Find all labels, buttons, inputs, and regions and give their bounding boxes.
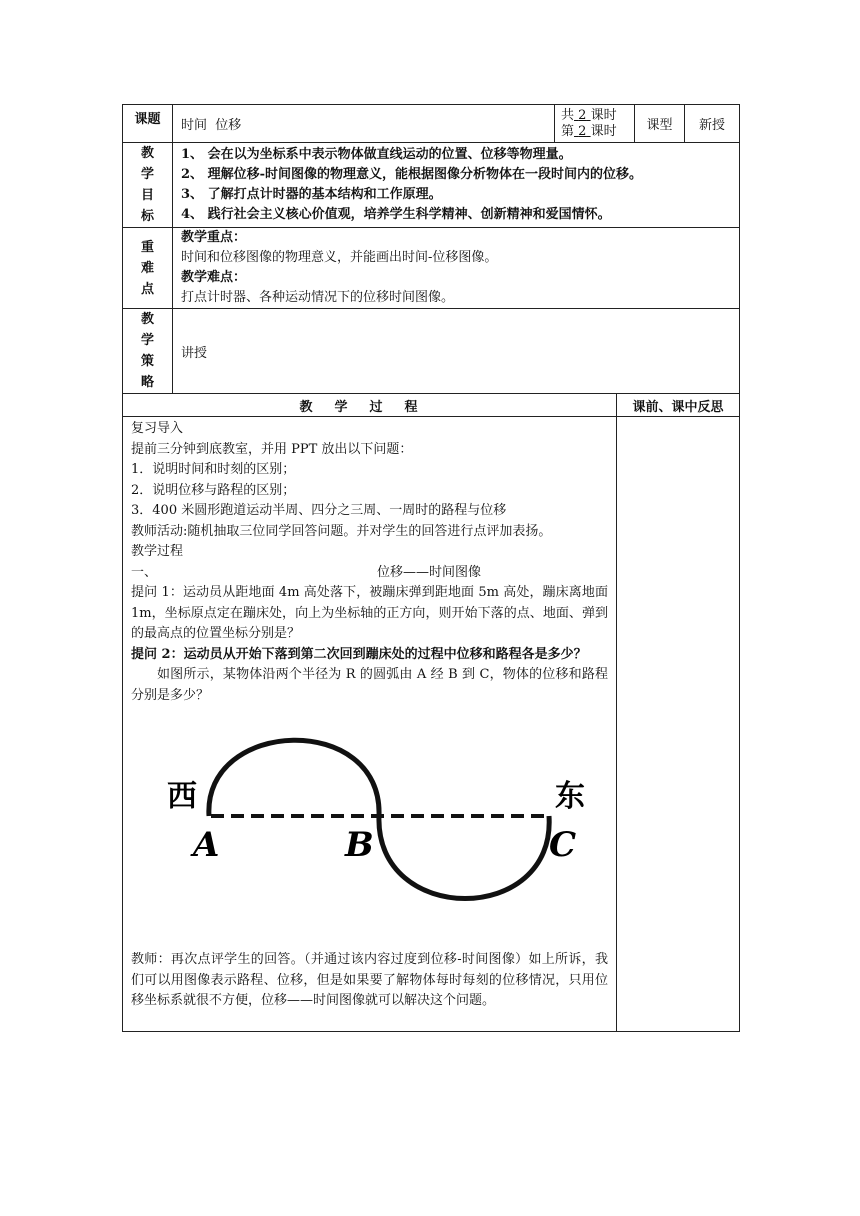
topic-label: 课题: [123, 105, 173, 143]
goal-item: 2、 理解位移-时间图像的物理意义，能根据图像分析物体在一段时间内的位移。: [181, 167, 642, 182]
upper-arc: [209, 740, 379, 816]
reflection-content: [617, 417, 740, 1032]
section-heading: [131, 563, 608, 584]
goal-item: 3、 了解打点计时器的基本结构和工作原理。: [181, 187, 442, 202]
strategy-row: [123, 309, 740, 394]
west-label: 西: [167, 779, 197, 814]
current-period: 第 2 课时: [561, 123, 617, 139]
lesson-type-label: 课型: [635, 105, 685, 143]
process-title: 教学过程: [131, 544, 184, 559]
key-points-row: [123, 228, 740, 309]
process-content: [123, 417, 617, 1032]
difficulty-text: 打点计时器、各种运动情况下的位移时间图像。: [181, 290, 455, 305]
process-content-row: [123, 417, 740, 1032]
focus-title: 教学重点：: [181, 230, 247, 245]
example-problem: 如图所示，某物体沿两个半径为 R 的圆弧由 A 经 B 到 C，物体的位移和路程分别是多少？: [131, 667, 608, 703]
intro-text: 提前三分钟到底教室，并用 PPT 放出以下问题：: [131, 441, 413, 457]
period-count: [555, 105, 635, 143]
review-question: 2．说明位移与路程的区别；: [131, 482, 296, 498]
east-label: 东: [555, 779, 585, 814]
arc-path-figure: [131, 718, 607, 948]
arc-curves: [209, 740, 549, 898]
point-a-label: A: [193, 825, 220, 865]
process-heading: 教学过程: [123, 394, 617, 417]
goals-label: 教 学 目 标: [123, 143, 173, 228]
focus-text: 时间和位移图像的物理意义，并能画出时间-位移图像。: [181, 250, 498, 265]
key-points-label: 重 难 点: [123, 228, 173, 309]
question-2: 提问 2：运动员从开始下落到第二次回到蹦床处的过程中位移和路程各是多少？: [131, 646, 587, 662]
key-points-content: [173, 228, 740, 309]
goals-row: [123, 143, 740, 228]
review-question: 3．400 米圆形跑道运动半周、四分之三周、一周时的路程与位移: [131, 503, 507, 518]
lower-arc: [379, 816, 549, 899]
review-question: 1．说明时间和时刻的区别；: [131, 462, 296, 477]
strategy-label: 教 学 策 略: [123, 309, 173, 394]
process-header-row: [123, 394, 740, 417]
goals-list: [173, 143, 740, 228]
section-number: 一、: [131, 564, 158, 580]
point-b-label: B: [345, 825, 374, 865]
total-periods-value: 2: [578, 107, 587, 123]
intro-title: 复习导入: [131, 421, 184, 436]
strategy-value: 讲授: [173, 309, 740, 394]
difficulty-title: 教学难点：: [181, 270, 247, 285]
goal-item: 1、 会在以为坐标系中表示物体做直线运动的位置、位移等物理量。: [181, 147, 572, 162]
topic-value: 时间 位移: [173, 105, 555, 143]
reflection-heading: 课前、课中反思: [617, 394, 740, 417]
teacher-comment: 教师：再次点评学生的回答。（并通过该内容过度到位移-时间图像）如上所诉，我们可以用图像表示路程、位移，但是如果要了解物体每时每刻的位移情况，只用位移坐标系就很不方便，位移——时间图像就可以解决这个问题。: [131, 952, 608, 1008]
current-period-value: 2: [578, 123, 587, 139]
section-title: 位移——时间图像: [377, 564, 482, 580]
header-row: [123, 105, 740, 143]
point-c-label: C: [549, 825, 577, 865]
teacher-activity: 教师活动:随机抽取三位同学回答问题。并对学生的回答进行点评加表扬。: [131, 523, 552, 539]
goal-item: 4、 践行社会主义核心价值观，培养学生科学精神、创新精神和爱国情怀。: [181, 207, 611, 222]
lesson-type-value: 新授: [685, 105, 740, 143]
lesson-plan-table: [122, 104, 740, 1032]
total-periods: 共 2 课时: [561, 107, 617, 123]
question-1: 提问 1：运动员从距地面 4m 高处落下，被蹦床弹到距地面 5m 高处，蹦床离地面 1m，坐标原点定在蹦床处，向上为坐标轴的正方向，则开始下落的点、地面、弹到的最高点的位置坐标分别是？: [131, 585, 608, 641]
